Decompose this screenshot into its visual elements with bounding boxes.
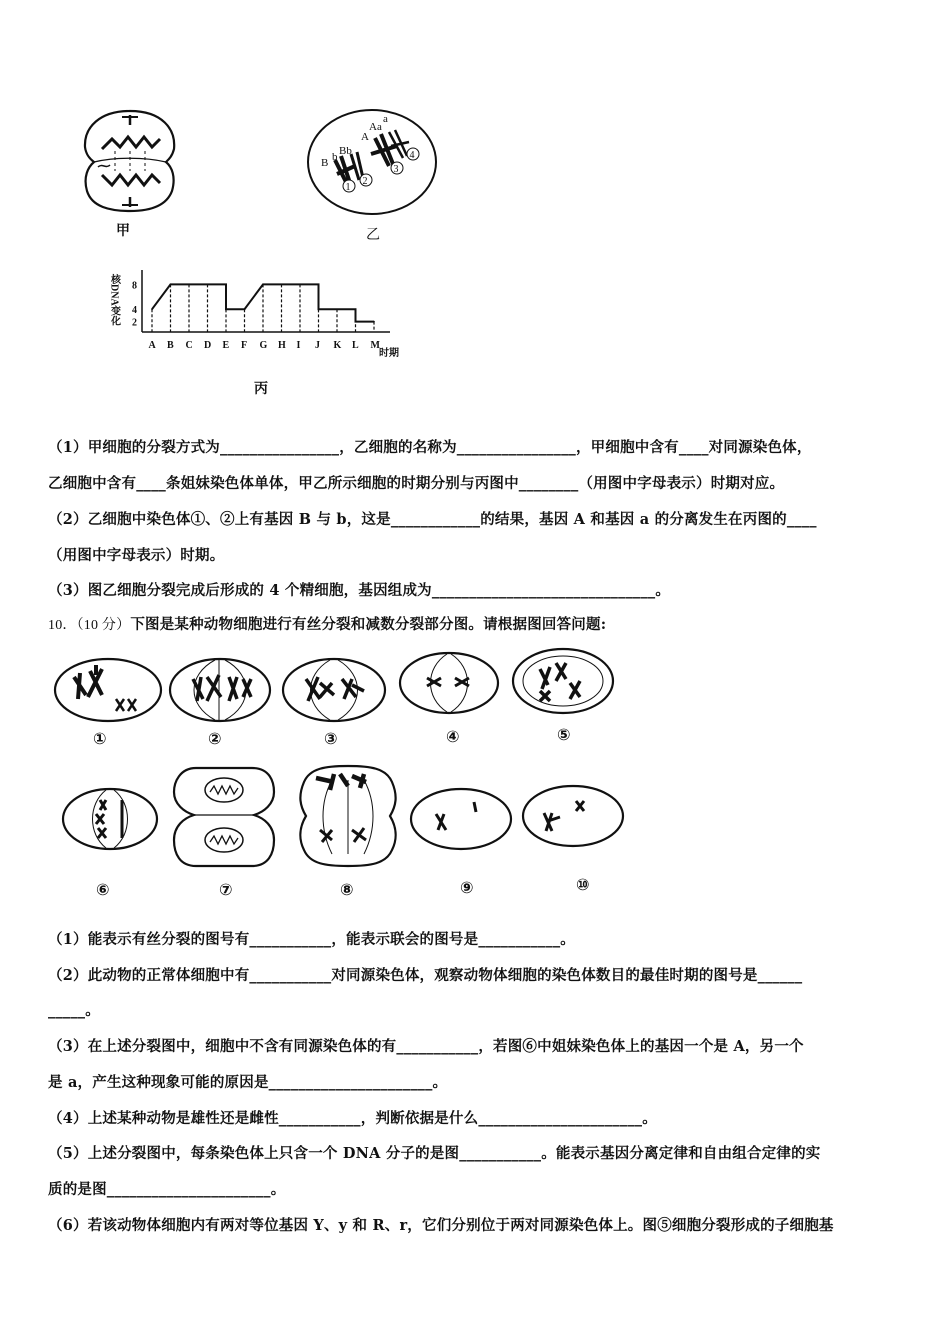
- chart-point-4: [244, 308, 246, 310]
- cell-label-7: ⑦: [219, 880, 233, 899]
- chart-x-tick-M: M: [370, 340, 380, 351]
- svg-text:2: 2: [362, 176, 368, 187]
- q10-header-text: 下图是某种动物细胞进行有丝分裂和减数分裂部分图。请根据图回答问题:: [130, 616, 607, 633]
- q10-part5-line1: （5）上述分裂图中，每条染色体上只含一个 DNA 分子的是图___________。能表示基因分离定律和自由组合定律的实: [48, 1145, 821, 1162]
- cell-label-10: ⑩: [576, 875, 590, 894]
- cell-label-5: ⑤: [557, 725, 571, 744]
- svg-text:1: 1: [345, 182, 351, 193]
- chart-x-tick-K: K: [333, 340, 342, 351]
- chart-x-tick-G: G: [259, 340, 268, 351]
- gene-A: A: [361, 131, 369, 143]
- cell-10: [520, 783, 626, 849]
- cell-8: [290, 762, 406, 870]
- chart-point-3: [225, 308, 227, 310]
- q10-part1-line1: （1）能表示有丝分裂的图号有___________，能表示联会的图号是___________。: [48, 931, 575, 948]
- chart-y-label: 核DNA变化: [108, 274, 120, 326]
- chart-bing-title: 丙: [254, 381, 268, 397]
- gene-b: b: [332, 151, 338, 163]
- svg-text:4: 4: [409, 150, 415, 161]
- chart-x-tick-F: F: [241, 340, 248, 351]
- q10-part4-line1: （4）上述某种动物是雄性还是雌性___________，判断依据是什么______________________。: [48, 1110, 657, 1127]
- chart-point-5: [262, 284, 264, 286]
- chart-point-9: [355, 321, 357, 323]
- q10-number: 10．（10 分）: [48, 618, 131, 633]
- q9-part3-line1: （3）图乙细胞分裂完成后形成的 4 个精细胞，基因组成为______________________________。: [48, 582, 671, 599]
- chart-x-label: 时期: [379, 348, 399, 359]
- q9-part2-line2: （用图中字母表示）时期。: [48, 547, 225, 564]
- q9-part1-line2: 乙细胞中含有____条姐妹染色体单体，甲乙所示细胞的时期分别与丙图中________（用图中字母表示）时期对应。: [48, 475, 785, 492]
- cell-3: [280, 655, 388, 725]
- cell-label-8: ⑧: [340, 880, 354, 899]
- chart-x-tick-H: H: [278, 340, 286, 351]
- cell-label-3: ③: [324, 729, 338, 748]
- q10-part2-line1: （2）此动物的正常体细胞中有___________对同源染色体，观察动物体细胞的染色体数目的最佳时期的图号是______: [48, 967, 803, 984]
- q9-part2-line1: （2）乙细胞中染色体①、②上有基因 B 与 b，这是____________的结果，基因 A 和基因 a 的分离发生在丙图的____: [48, 511, 817, 528]
- chart-x-tick-D: D: [204, 340, 212, 351]
- figure-yi: [305, 108, 440, 218]
- chart-x-tick-B: B: [167, 340, 174, 351]
- cell-label-2: ②: [208, 729, 222, 748]
- q9-part1-line1: （1）甲细胞的分裂方式为________________，乙细胞的名称为________________，甲细胞中含有____对同源染色体，: [48, 439, 812, 456]
- cell-label-4: ④: [446, 727, 460, 746]
- chart-y-tick-4: 4: [132, 305, 137, 317]
- figure-yi-label: 乙: [366, 227, 380, 243]
- cell-label-9: ⑨: [460, 878, 474, 897]
- chart-point-2: [225, 284, 227, 286]
- chart-x-tick-J: J: [315, 340, 320, 351]
- cell-1: [52, 655, 164, 725]
- cell-label-1: ①: [93, 729, 107, 748]
- cell-4: [397, 648, 501, 718]
- gene-Bb: Bb: [339, 145, 352, 157]
- chart-y-tick-8: 8: [132, 280, 137, 292]
- cell-5: [510, 645, 616, 717]
- q10-part3-line1: （3）在上述分裂图中，细胞中不含有同源染色体的有___________，若图⑥中姐妹染色体上的基因一个是 A，另一个: [48, 1038, 804, 1055]
- chart-x-tick-I: I: [296, 340, 301, 351]
- chart-point-0: [151, 308, 153, 310]
- figure-jia: [80, 105, 180, 215]
- q10-part6-line1: （6）若该动物体细胞内有两对等位基因 Y、y 和 R、r，它们分别位于两对同源染色体上。图⑤细胞分裂形成的子细胞基: [48, 1217, 834, 1234]
- chart-x-tick-L: L: [352, 340, 359, 351]
- chart-point-6: [318, 284, 320, 286]
- q10-header: [48, 613, 606, 634]
- chart-x-tick-A: A: [148, 340, 156, 351]
- cell-9: [408, 786, 514, 852]
- svg-text:3: 3: [393, 164, 399, 175]
- gene-a: a: [383, 113, 388, 125]
- chart-x-tick-E: E: [222, 340, 230, 351]
- q10-part2-line2: _____。: [48, 1002, 100, 1019]
- cell-7: [172, 762, 276, 870]
- cell-6: [60, 786, 160, 852]
- chart-point-1: [170, 284, 172, 286]
- chart-y-tick-2: 2: [132, 317, 137, 329]
- q10-part5-line2: 质的是图______________________。: [48, 1181, 286, 1198]
- cell-label-6: ⑥: [96, 880, 110, 899]
- q10-part3-line2: 是 a，产生这种现象可能的原因是______________________。: [48, 1074, 448, 1091]
- cell-2: [167, 655, 273, 725]
- chart-bing: [100, 262, 420, 362]
- chart-point-10: [373, 321, 375, 323]
- gene-Aa: Aa: [369, 121, 382, 133]
- gene-B: B: [321, 157, 329, 169]
- figure-jia-label: 甲: [116, 223, 130, 239]
- chart-point-7: [318, 308, 320, 310]
- chart-point-8: [355, 308, 357, 310]
- chart-x-tick-C: C: [185, 340, 193, 351]
